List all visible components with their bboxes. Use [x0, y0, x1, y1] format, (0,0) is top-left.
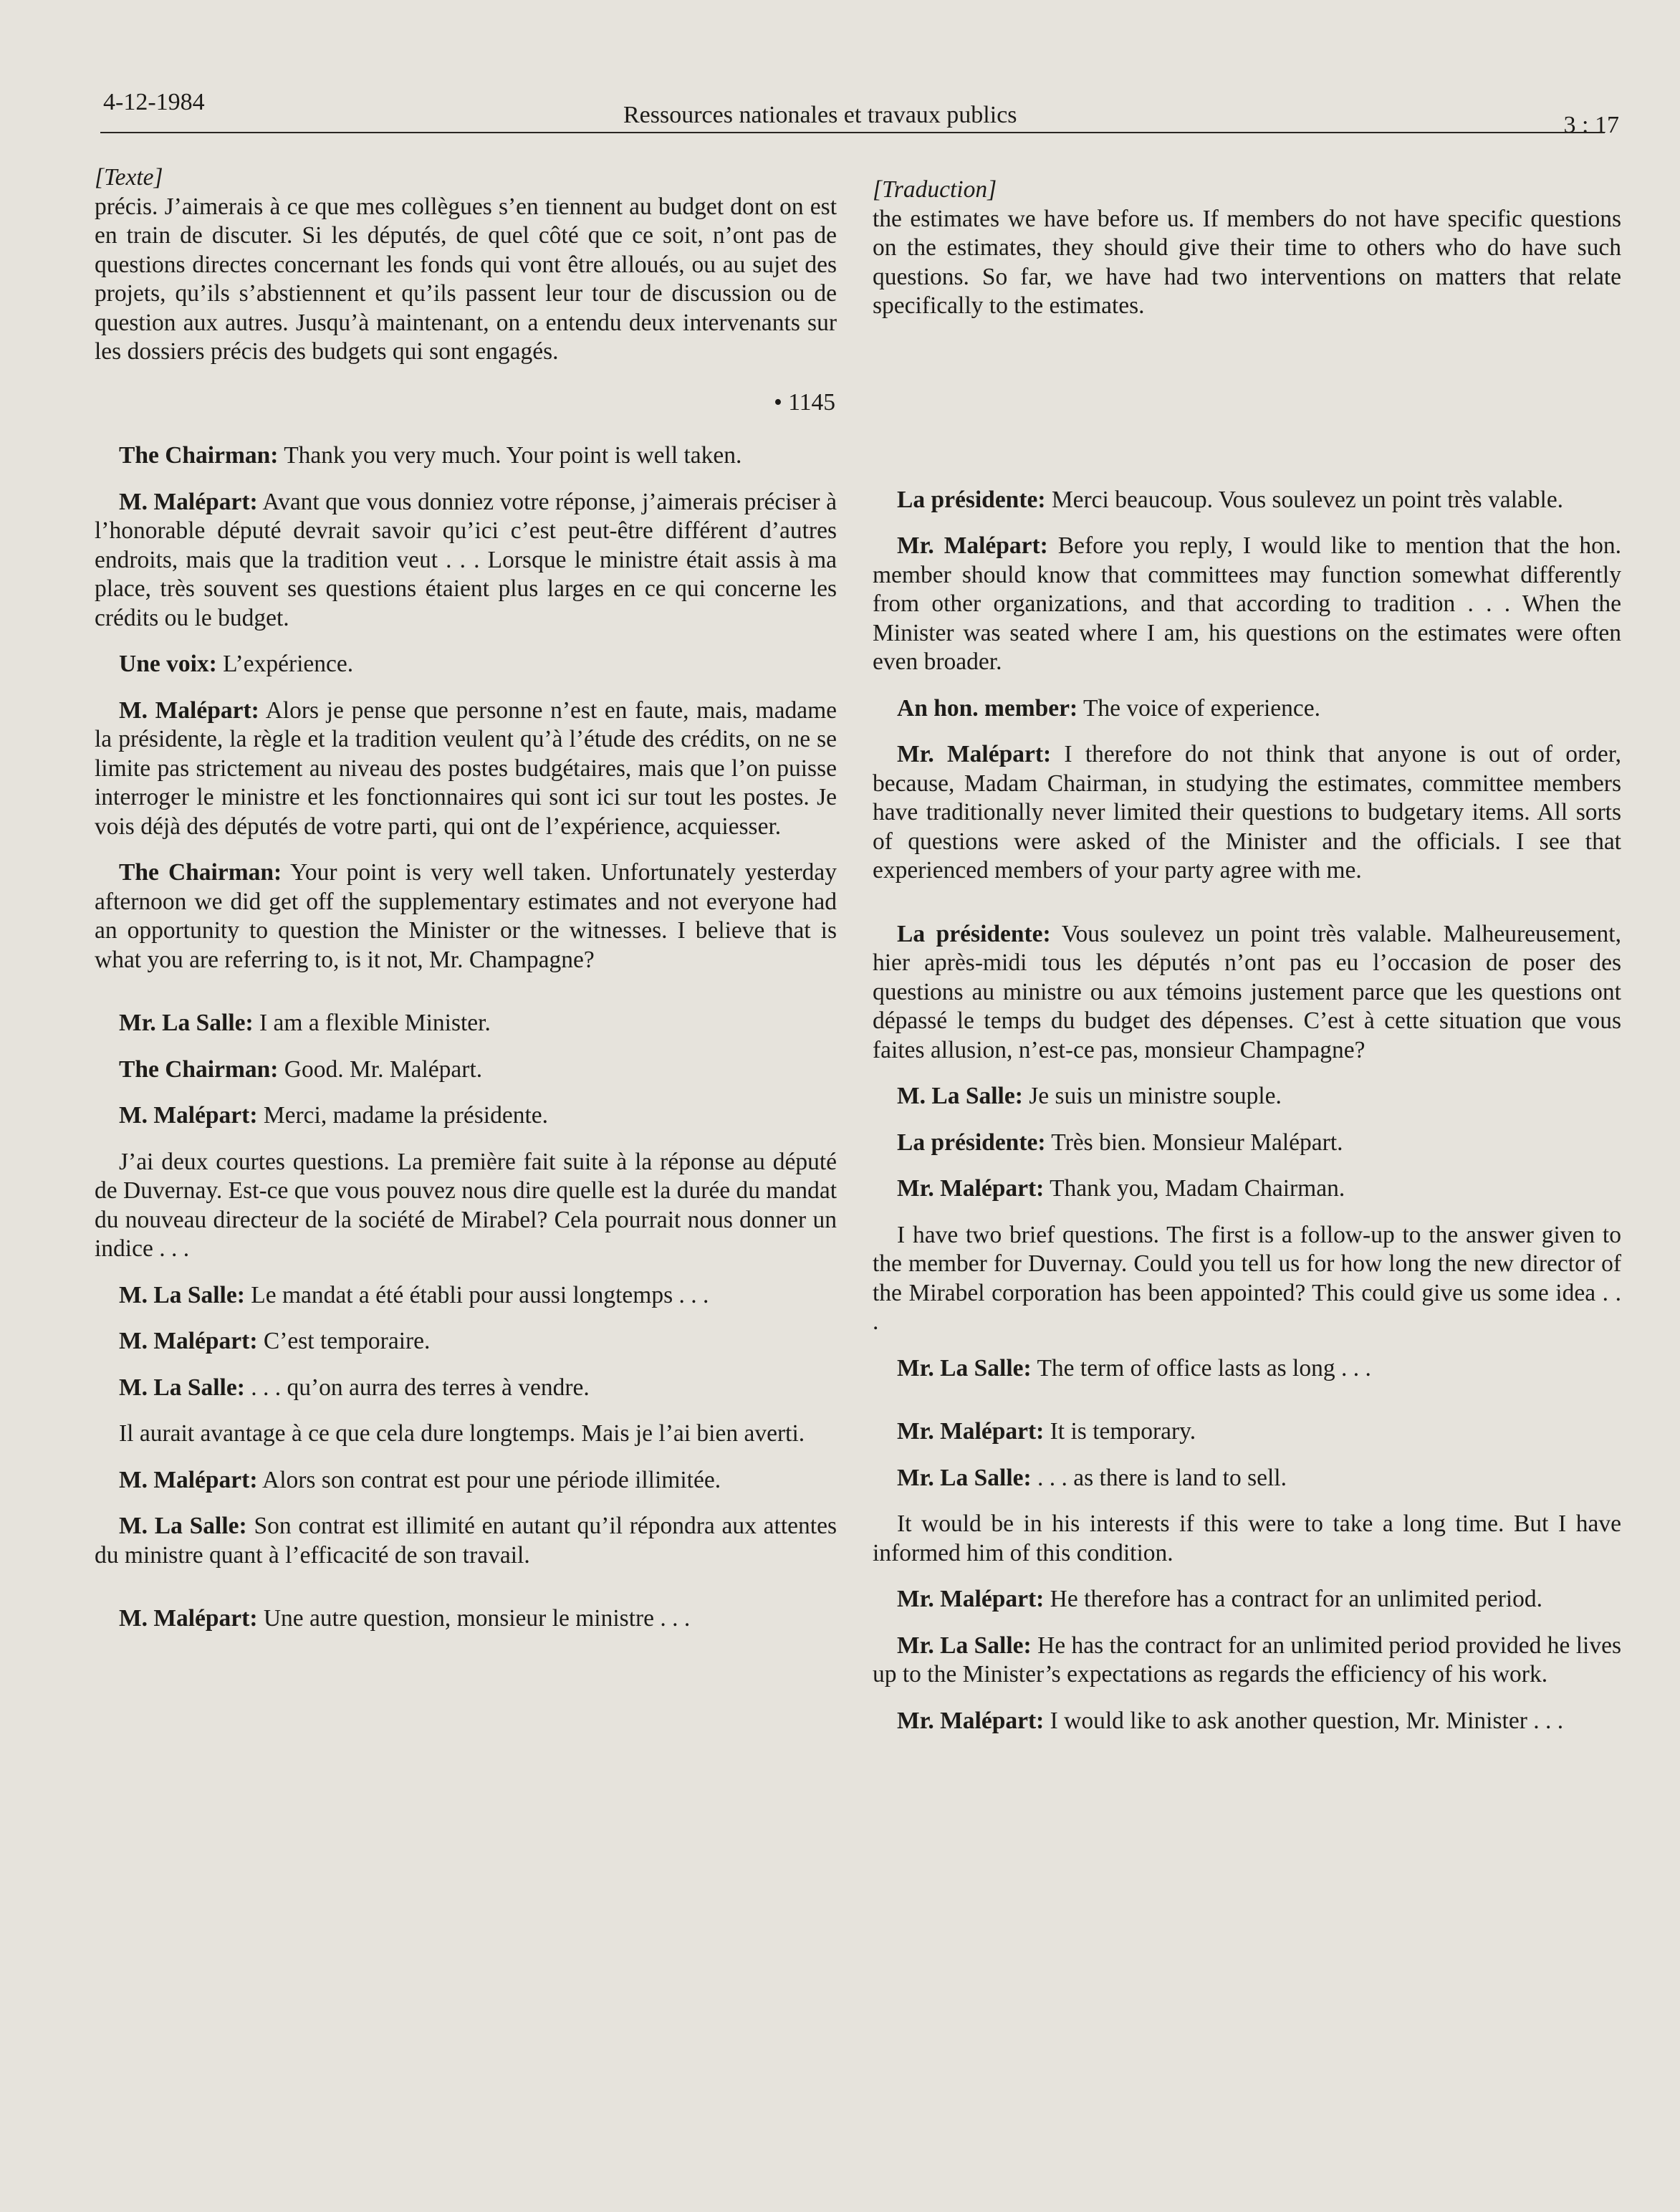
- paragraph-text: Merci, madame la présidente.: [263, 1102, 549, 1129]
- paragraph-text: Très bien. Monsieur Malépart.: [1051, 1129, 1343, 1156]
- right-paragraph: [873, 1510, 1621, 1568]
- speaker-name: M. La Salle:: [119, 1513, 247, 1539]
- header-title: Ressources nationales et travaux publics: [623, 102, 1017, 128]
- right-paragraph: [873, 1174, 1621, 1204]
- paragraph-text: Alors je pense que personne n’est en faute, mais, madame la présidente, la règle et la tradition veulent qu’à l’étude des crédits, on ne se limite pas strictement au niveau des postes budgétaires, mais que l’on puisse interroger le ministre et les fonctionnaires qui sont ici sur tout les postes. Je vois déjà des députés de votre parti, qui ont de l’expérience, acquiesser.: [95, 696, 837, 840]
- paragraph-text: Je suis un ministre souple.: [1029, 1083, 1282, 1109]
- right-paragraph: [873, 205, 1621, 321]
- left-paragraph: [95, 1604, 837, 1634]
- paragraph-text: Avant que vous donniez votre réponse, j’aimerais préciser à l’honorable député devrait savoir qu’ici c’est peut-être différent d’autres endroits, mais que la tradition veut . . . Lorsque le ministre était assis à ma place, très souvent ses questions étaient plus larges en ce qui concerne les crédits ou le budget.: [95, 488, 837, 631]
- speaker-name: Mr. Malépart:: [897, 741, 1052, 767]
- left-paragraph: [95, 193, 837, 367]
- paragraph-text: It is temporary.: [1050, 1418, 1196, 1445]
- right-paragraph: [873, 920, 1621, 1066]
- left-column-label: [Texte]: [95, 164, 163, 191]
- paragraph-text: It would be in his interests if this were to take a long time. But I have informed him of this condition.: [873, 1510, 1621, 1566]
- left-paragraph: [95, 696, 837, 842]
- paragraph-text: He therefore has a contract for an unlimited period.: [1050, 1586, 1543, 1612]
- right-column: [873, 176, 1621, 1753]
- paragraph-text: Your point is very well taken. Unfortunately yesterday afternoon we did get off the supplementary estimates and not everyone had an opportunity to question the Minister or the witnesses. I believe that is what you are referring to, is it not, Mr. Champagne?: [95, 859, 837, 973]
- right-paragraph: [873, 1632, 1621, 1690]
- speaker-name: M. Malépart:: [119, 1605, 258, 1632]
- right-paragraph: [873, 1354, 1621, 1384]
- speaker-name: M. Malépart:: [119, 1102, 258, 1129]
- speaker-name: Mr. Malépart:: [897, 1175, 1045, 1202]
- paragraph-text: Une autre question, monsieur le ministre . . .: [263, 1605, 691, 1632]
- right-paragraph: [873, 1585, 1621, 1614]
- left-paragraph: [95, 441, 837, 471]
- speaker-name: M. La Salle:: [119, 1281, 245, 1308]
- speaker-name: Mr. La Salle:: [897, 1354, 1032, 1382]
- left-paragraph: [95, 650, 837, 679]
- speaker-name: M. Malépart:: [119, 488, 258, 515]
- right-paragraph: [873, 1707, 1621, 1736]
- paragraph-text: He has the contract for an unlimited period provided he lives up to the Minister’s expectations as regards the efficiency of his work.: [873, 1632, 1622, 1687]
- speaker-name: Une voix:: [119, 651, 217, 677]
- left-paragraph: [95, 1148, 837, 1264]
- right-paragraph: [873, 1082, 1621, 1111]
- header-page-number: 3 : 17: [1563, 112, 1619, 138]
- speaker-name: M. Malépart:: [119, 696, 259, 724]
- speaker-name: M. Malépart:: [119, 1328, 258, 1354]
- paragraph-text: I would like to ask another question, Mr. Minister . . .: [1050, 1707, 1564, 1734]
- paragraph-text: Le mandat a été établi pour aussi longtemps . . .: [251, 1281, 709, 1308]
- speaker-name: The Chairman:: [119, 442, 279, 469]
- paragraph-text: . . . qu’on aurra des terres à vendre.: [251, 1374, 590, 1401]
- paragraph-text: The voice of experience.: [1083, 694, 1321, 722]
- paragraph-text: Il aurait avantage à ce que cela dure longtemps. Mais je l’ai bien averti.: [119, 1420, 805, 1447]
- paragraph-text: Vous soulevez un point très valable. Malheureusement, hier après-midi tous les députés n’ont pas eu l’occasion de poser des questions au ministre ou aux témoins justement parce que les questions ont dépassé le temps du budget des dépenses. C’est à cette situation que vous faites allusion, n’est-ce pas, monsieur Champagne?: [873, 920, 1621, 1063]
- right-paragraph: [873, 1129, 1621, 1158]
- speaker-name: Mr. Malépart:: [897, 532, 1048, 559]
- left-column: [95, 163, 837, 1651]
- speaker-name: Mr. La Salle:: [897, 1464, 1032, 1491]
- header-date: 4-12-1984: [103, 89, 205, 115]
- left-paragraph: [95, 1281, 837, 1311]
- speaker-name: Mr. La Salle:: [897, 1632, 1032, 1659]
- speaker-name: Mr. La Salle:: [119, 1010, 254, 1036]
- speaker-name: La présidente:: [897, 1129, 1046, 1156]
- left-paragraph: [95, 1419, 837, 1449]
- speaker-name: M. La Salle:: [897, 1083, 1023, 1109]
- paragraph-text: C’est temporaire.: [263, 1328, 431, 1354]
- paragraph-text: Thank you very much. Your point is well taken.: [284, 442, 742, 469]
- time-marker: • 1145: [774, 388, 835, 416]
- left-paragraph: [95, 1466, 837, 1495]
- paragraph-text: précis. J’aimerais à ce que mes collègues s’en tiennent au budget dont on est en train de discuter. Si les députés, de quel côté que ce soit, n’ont pas de questions directes concernant les fonds qui vont être alloués, ou au sujet des projets, qu’ils s’abstiennent et qu’ils passent leur tour de discussion ou de question aux autres. Jusqu’à maintenant, on a entendu deux intervenants sur les dossiers précis des budgets qui sont engagés.: [95, 193, 837, 365]
- paragraph-text: Good. Mr. Malépart.: [284, 1055, 483, 1083]
- speaker-name: The Chairman:: [119, 859, 282, 886]
- right-paragraph: [873, 694, 1621, 724]
- speaker-name: La présidente:: [897, 486, 1046, 513]
- header-rule: [100, 132, 1605, 133]
- right-paragraph: [873, 1417, 1621, 1447]
- left-paragraph: [95, 1327, 837, 1356]
- right-paragraph: [873, 740, 1621, 886]
- page-header: [100, 89, 1619, 139]
- paragraph-text: the estimates we have before us. If members do not have specific questions on the estimates, they should give their time to others who do have such questions. So far, we have had two interventions on matters that relate specifically to the estimates.: [873, 205, 1621, 319]
- paragraph-text: Thank you, Madam Chairman.: [1050, 1175, 1345, 1202]
- left-paragraph: [95, 1374, 837, 1403]
- left-paragraph: [95, 858, 837, 975]
- paragraph-text: Before you reply, I would like to mention that the hon. member should know that committees may function somewhat differently from other organizations, and that according to tradition . . . When the Minister was seated where I am, his questions on the estimates were often even broader.: [873, 532, 1622, 675]
- paragraph-text: I therefore do not think that anyone is out of order, because, Madam Chairman, in studying the estimates, committee members have traditionally never limited their questions to budgetary items. All sorts of questions were asked of the Minister and the officials. I see that experienced members of your party agree with me.: [873, 741, 1621, 884]
- right-paragraph: [873, 532, 1621, 677]
- paragraph-text: Alors son contrat est pour une période illimitée.: [262, 1466, 721, 1493]
- speaker-name: Mr. Malépart:: [897, 1707, 1045, 1734]
- paragraph-text: Merci beaucoup. Vous soulevez un point très valable.: [1051, 486, 1564, 513]
- left-paragraph: [95, 1055, 837, 1085]
- left-paragraph: [95, 1101, 837, 1131]
- right-paragraph: [873, 1221, 1621, 1337]
- paragraph-text: . . . as there is land to sell.: [1037, 1464, 1287, 1491]
- paragraph-text: The term of office lasts as long . . .: [1037, 1354, 1371, 1382]
- speaker-name: Mr. Malépart:: [897, 1418, 1045, 1445]
- right-column-label: [Traduction]: [873, 176, 997, 203]
- paragraph-text: I have two brief questions. The first is a follow-up to the answer given to the member for Duvernay. Could you tell us for how long the new director of the Mirabel corporation has been appointed? This could give us some idea . . .: [873, 1221, 1621, 1335]
- speaker-name: An hon. member:: [897, 694, 1078, 722]
- paragraph-text: L’expérience.: [223, 651, 354, 677]
- right-paragraph: [873, 486, 1621, 515]
- paragraph-text: I am a flexible Minister.: [259, 1010, 491, 1036]
- left-paragraph: [95, 1512, 837, 1570]
- paragraph-text: Son contrat est illimité en autant qu’il répondra aux attentes du ministre quant à l’efficacité de son travail.: [95, 1513, 837, 1569]
- speaker-name: M. Malépart:: [119, 1466, 258, 1493]
- speaker-name: M. La Salle:: [119, 1374, 245, 1401]
- right-paragraph: [873, 1464, 1621, 1493]
- left-paragraph: [95, 488, 837, 633]
- paragraph-text: J’ai deux courtes questions. La première fait suite à la réponse au député de Duvernay. Est-ce que vous pouvez nous dire quelle est la durée du mandat du nouveau directeur de la société de Mirabel? Cela pourrait nous donner un indice . . .: [95, 1148, 837, 1262]
- speaker-name: Mr. Malépart:: [897, 1586, 1045, 1612]
- speaker-name: The Chairman:: [119, 1055, 279, 1083]
- speaker-name: La présidente:: [897, 920, 1051, 947]
- left-paragraph: [95, 1009, 837, 1038]
